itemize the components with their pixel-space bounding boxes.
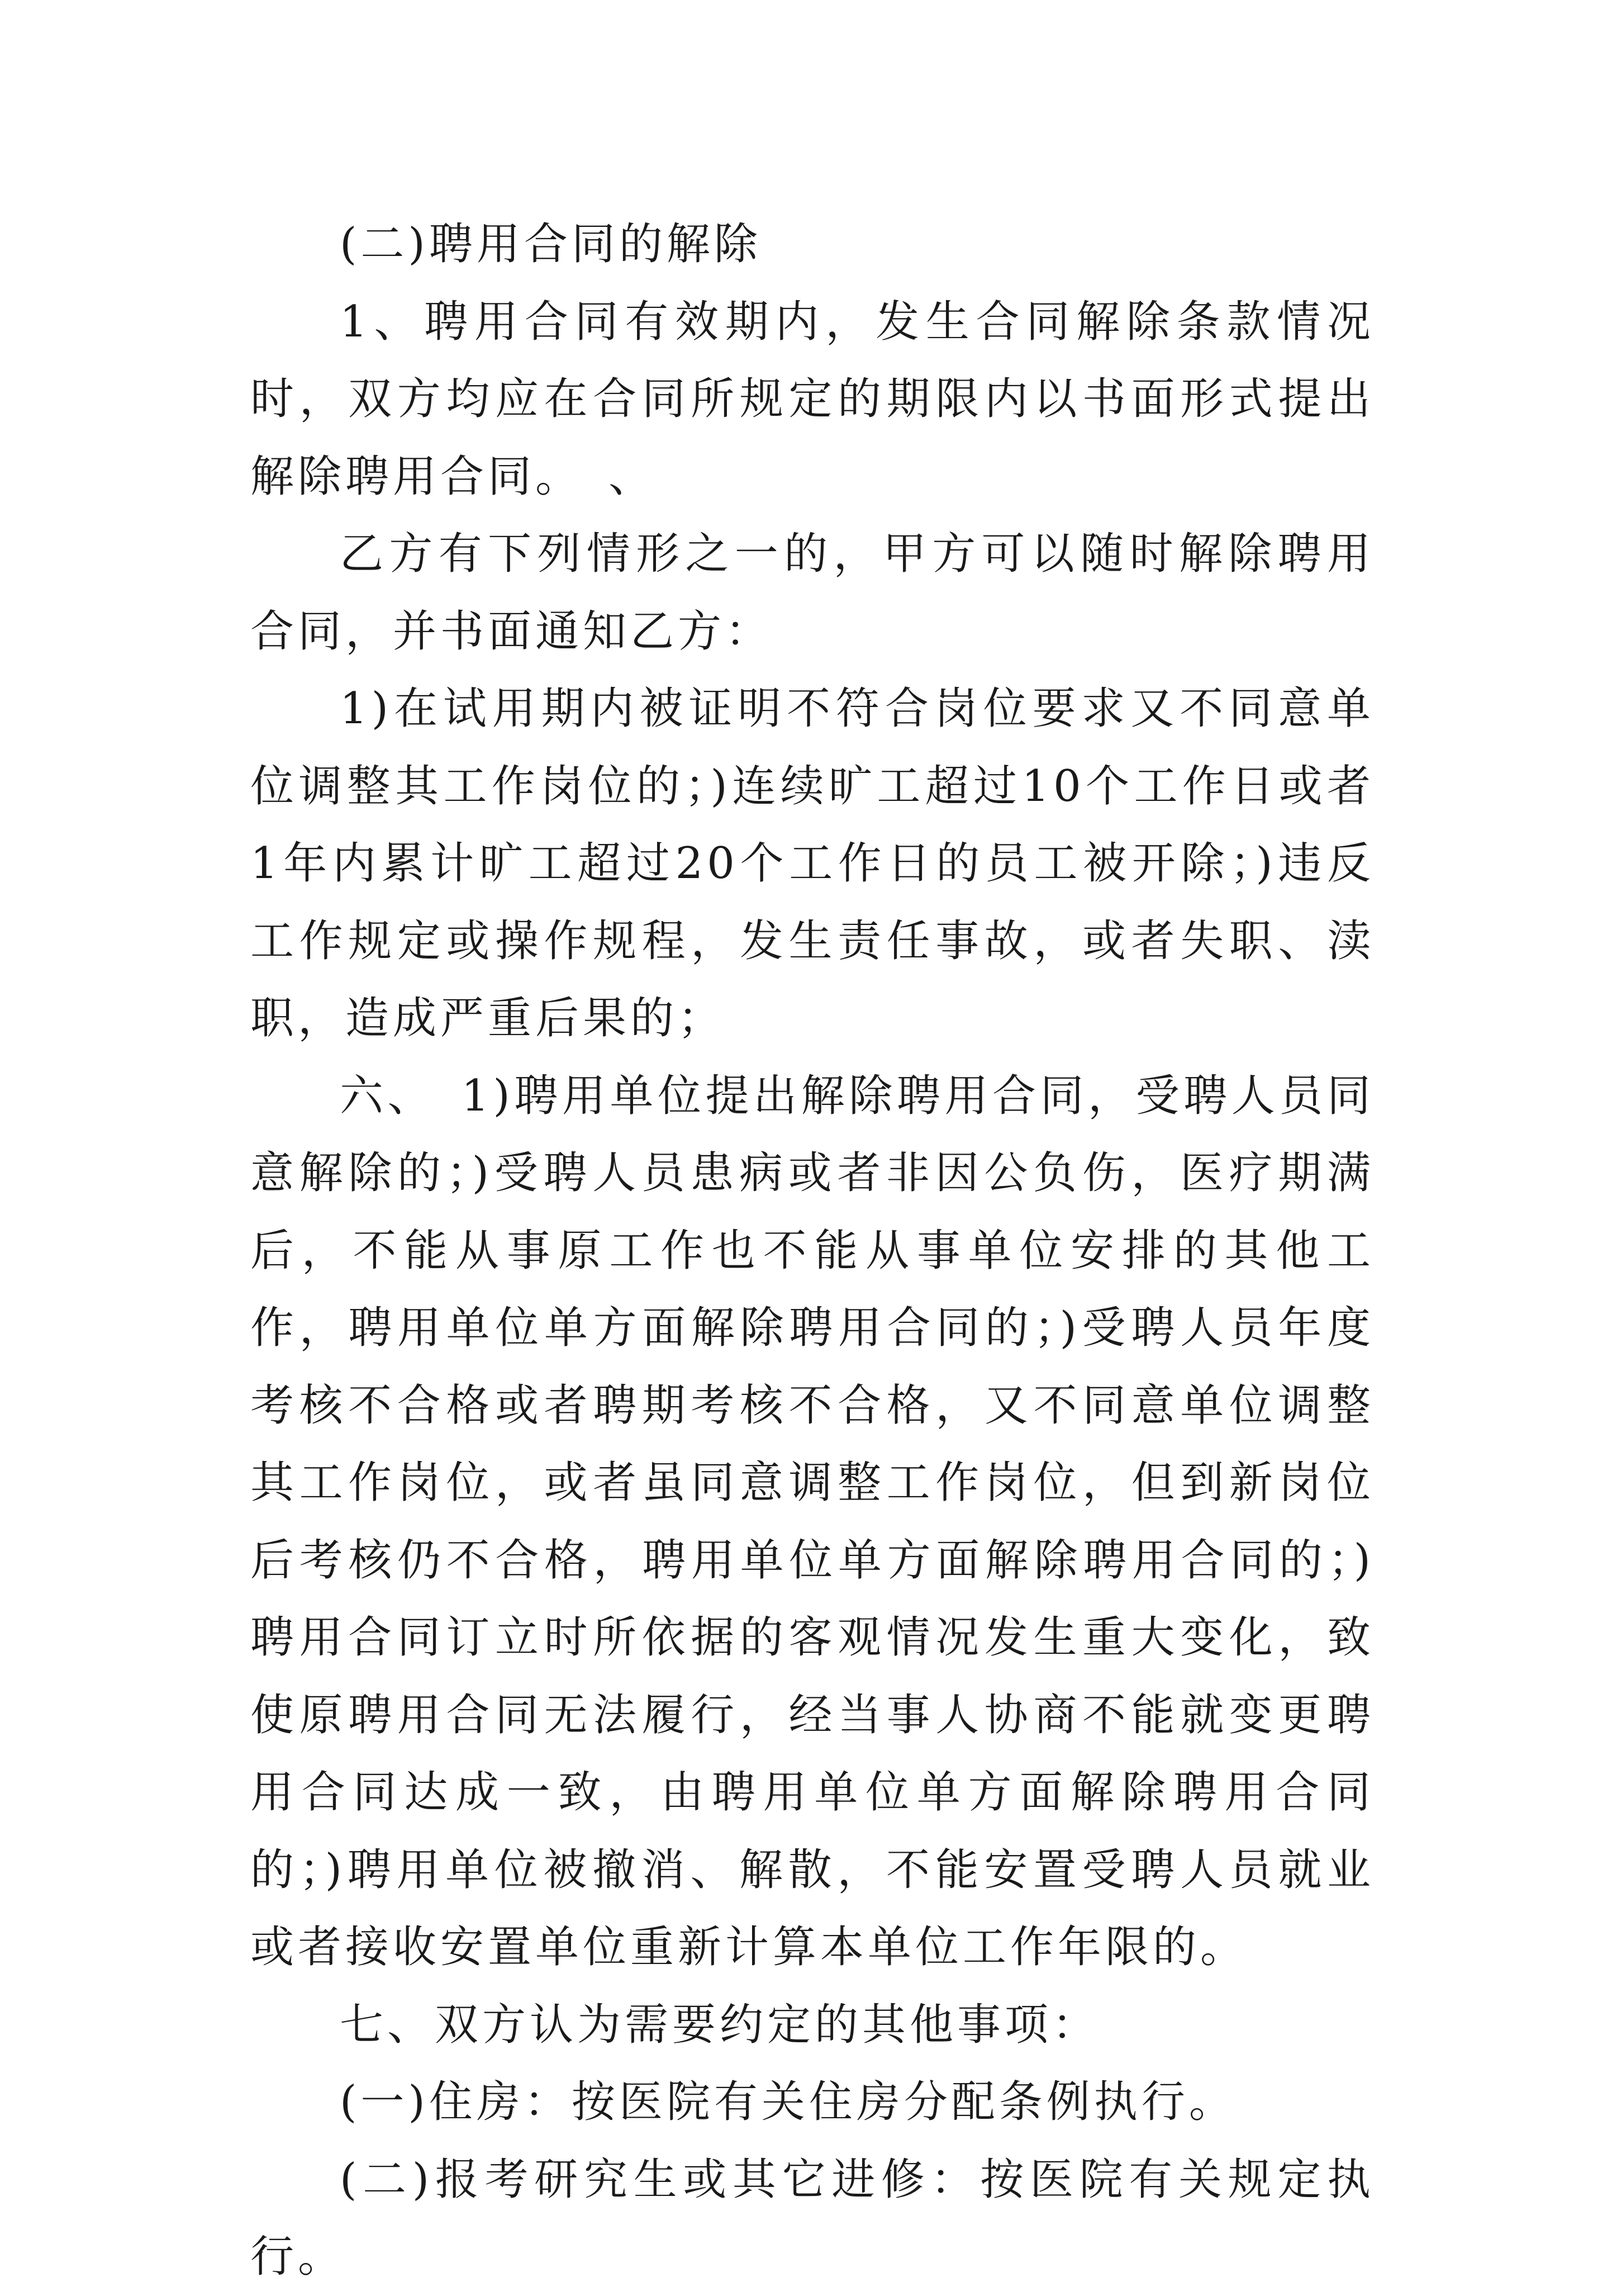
paragraph-termination-notice: 1、聘用合同有效期内，发生合同解除条款情况时，双方均应在合同所规定的期限内以书面形式提出解除聘用合同。 、 (250, 296, 1375, 502)
paragraph-party-b-situations: 1)在试用期内被证明不符合岗位要求又不同意单位调整其工作岗位的；)连续旷工超过10个工作日或者1年内累计旷工超过20个工作日的员工被开除；)违反工作规定或操作规程，发生责任事故，或者失职、渎职，造成严重后果的； (250, 684, 1375, 1043)
paragraph-party-a-rights: 乙方有下列情形之一的，甲方可以随时解除聘用合同，并书面通知乙方： (250, 529, 1375, 657)
document-body (250, 206, 1375, 2296)
paragraph-section-seven: 七、双方认为需要约定的其他事项： (340, 1999, 1100, 2050)
paragraph-further-study: (二)报考研究生或其它进修：按医院有关规定执行。 (250, 2154, 1375, 2282)
paragraph-section-six: 六、 1)聘用单位提出解除聘用合同，受聘人员同意解除的；)受聘人员患病或者非因公负伤，医疗期满后，不能从事原工作也不能从事单位安排的其他工作，聘用单位单方面解除聘用合同的；)受聘人员年度考核不合格或者聘期考核不合格，又不同意单位调整其工作岗位，或者虽同意调整工作岗位，但到新岗位后考核仍不合格，聘用单位单方面解除聘用合同的；)聘用合同订立时所依据的客观情况发生重大变化，致使原聘用合同无法履行，经当事人协商不能就变更聘用合同达成一致，由聘用单位单方面解除聘用合同的；)聘用单位被撤消、解散，不能安置受聘人员就业或者接收安置单位重新计算本单位工作年限的。 (250, 1070, 1375, 1972)
section-heading-termination: (二)聘用合同的解除 (340, 219, 762, 269)
paragraph-housing: (一)住房：按医院有关住房分配条例执行。 (340, 2077, 1236, 2127)
